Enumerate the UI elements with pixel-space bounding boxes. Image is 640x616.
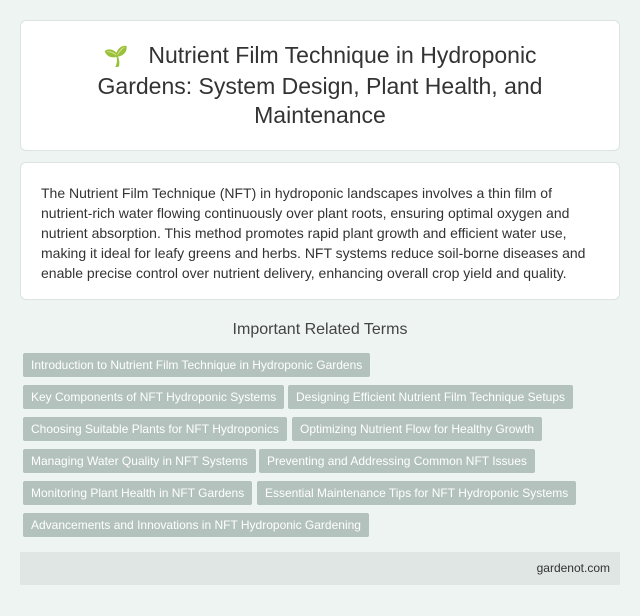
related-terms-heading: Important Related Terms — [232, 321, 408, 338]
related-term-link[interactable]: Optimizing Nutrient Flow for Healthy Growth — [292, 417, 542, 441]
footer — [20, 552, 620, 585]
description-text: The Nutrient Film Technique (NFT) in hydroponic landscapes involves a thin film of nutrient-rich water flowing continuously over plant roots, ensuring optimal oxygen and nutrient absorption. This method promotes rapid plant growth and efficient water use, making it ideal for leafy greens and herbs. NFT systems reduce soil-borne diseases and enable precise control over nutrient delivery, enhancing overall crop yield and quality. — [41, 185, 586, 281]
description-card — [20, 162, 620, 300]
title-card — [20, 20, 620, 151]
related-term-link[interactable]: Choosing Suitable Plants for NFT Hydroponics — [23, 417, 287, 441]
page-title — [61, 41, 579, 130]
related-term-link[interactable]: Designing Efficient Nutrient Film Technique Setups — [288, 385, 573, 409]
sprout-icon: 🌱 — [103, 46, 129, 68]
related-term-link[interactable]: Essential Maintenance Tips for NFT Hydroponic Systems — [257, 481, 576, 505]
related-term-link[interactable]: Managing Water Quality in NFT Systems — [23, 449, 256, 473]
page-title-text: Nutrient Film Technique in Hydroponic Gardens: System Design, Plant Health, and Maintenance — [97, 42, 543, 128]
related-term-link[interactable]: Advancements and Innovations in NFT Hydroponic Gardening — [23, 513, 369, 537]
related-term-link[interactable]: Introduction to Nutrient Film Technique in Hydroponic Gardens — [23, 353, 370, 377]
footer-site-link[interactable]: gardenot.com — [536, 561, 610, 575]
related-term-link[interactable]: Preventing and Addressing Common NFT Issues — [259, 449, 535, 473]
related-term-link[interactable]: Monitoring Plant Health in NFT Gardens — [23, 481, 252, 505]
related-term-link[interactable]: Key Components of NFT Hydroponic Systems — [23, 385, 284, 409]
